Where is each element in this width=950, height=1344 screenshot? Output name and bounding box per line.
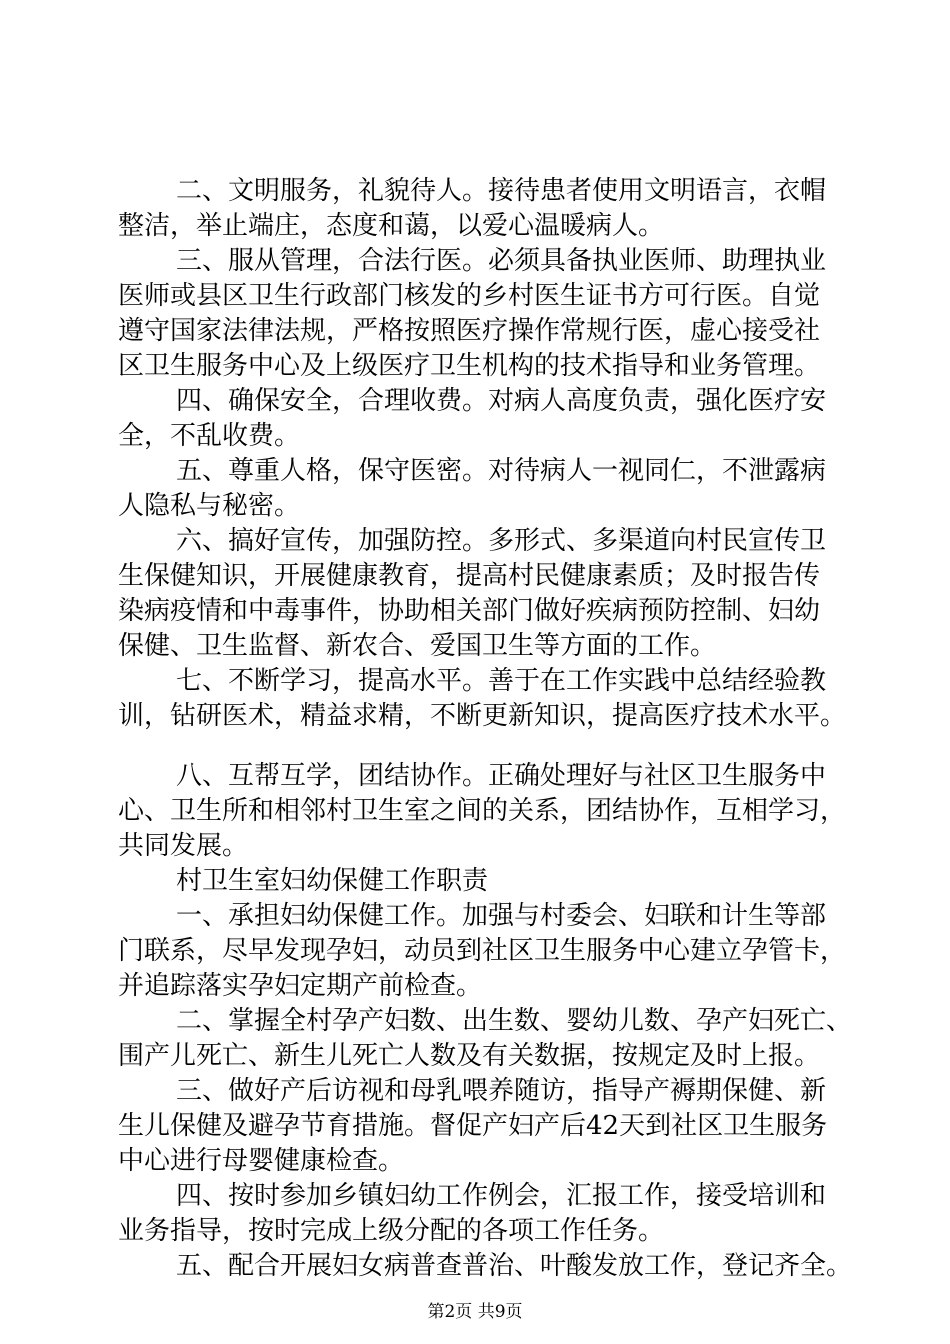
text-line: 业务指导，按时完成上级分配的各项工作任务。 xyxy=(118,1216,665,1246)
text-line: 一、承担妇幼保健工作。加强与村委会、妇联和计生等部 xyxy=(176,901,827,931)
text-line: 生保健知识，开展健康教育，提高村民健康素质；及时报告传 xyxy=(118,561,821,591)
text-line: 共同发展。 xyxy=(118,831,249,861)
text-line: 全，不乱收费。 xyxy=(118,421,301,451)
text-line: 四、按时参加乡镇妇幼工作例会，汇报工作，接受培训和 xyxy=(176,1181,827,1211)
text-line: 围产儿死亡、新生儿死亡人数及有关数据，按规定及时上报。 xyxy=(118,1041,821,1071)
text-line: 并追踪落实孕妇定期产前检查。 xyxy=(118,971,483,1001)
text-line: 训，钻研医术，精益求精，不断更新知识，提高医疗技术水平。 xyxy=(118,701,847,731)
text-line: 人隐私与秘密。 xyxy=(118,491,301,521)
text-line: 二、文明服务，礼貌待人。接待患者使用文明语言，衣帽 xyxy=(176,176,827,206)
text-line: 遵守国家法律法规，严格按照医疗操作常规行医，虚心接受社 xyxy=(118,316,821,346)
text-line: 三、服从管理，合法行医。必须具备执业医师、助理执业 xyxy=(176,246,827,276)
text-line: 三、做好产后访视和母乳喂养随访，指导产褥期保健、新 xyxy=(176,1076,827,1106)
text-line: 中心进行母婴健康检查。 xyxy=(118,1146,405,1176)
text-line: 心、卫生所和相邻村卫生室之间的关系，团结协作，互相学习， xyxy=(118,796,847,826)
text-line: 门联系，尽早发现孕妇，动员到社区卫生服务中心建立孕管卡， xyxy=(118,936,847,966)
section-heading: 村卫生室妇幼保健工作职责 xyxy=(176,866,489,896)
text-line: 区卫生服务中心及上级医疗卫生机构的技术指导和业务管理。 xyxy=(118,351,821,381)
text-line: 染病疫情和中毒事件，协助相关部门做好疾病预防控制、妇幼 xyxy=(118,596,821,626)
text-line: 保健、卫生监督、新农合、爱国卫生等方面的工作。 xyxy=(118,631,717,661)
text-line: 七、不断学习，提高水平。善于在工作实践中总结经验教 xyxy=(176,666,827,696)
text-line: 生儿保健及避孕节育措施。督促产妇产后42天到社区卫生服务 xyxy=(118,1111,828,1141)
text-line: 整洁，举止端庄，态度和蔼，以爱心温暖病人。 xyxy=(118,211,665,241)
text-line: 医师或县区卫生行政部门核发的乡村医生证书方可行医。自觉 xyxy=(118,281,821,311)
text-line: 五、尊重人格，保守医密。对待病人一视同仁，不泄露病 xyxy=(176,456,827,486)
text-line: 五、配合开展妇女病普查普治、叶酸发放工作，登记齐全。 xyxy=(176,1251,853,1281)
text-line: 六、搞好宣传，加强防控。多形式、多渠道向村民宣传卫 xyxy=(176,526,827,556)
text-line: 八、互帮互学，团结协作。正确处理好与社区卫生服务中 xyxy=(176,761,827,791)
text-line: 四、确保安全，合理收费。对病人高度负责，强化医疗安 xyxy=(176,386,827,416)
text-line: 二、掌握全村孕产妇数、出生数、婴幼儿数、孕产妇死亡、 xyxy=(176,1006,853,1036)
page-number-footer: 第2页 共9页 xyxy=(427,1302,523,1322)
